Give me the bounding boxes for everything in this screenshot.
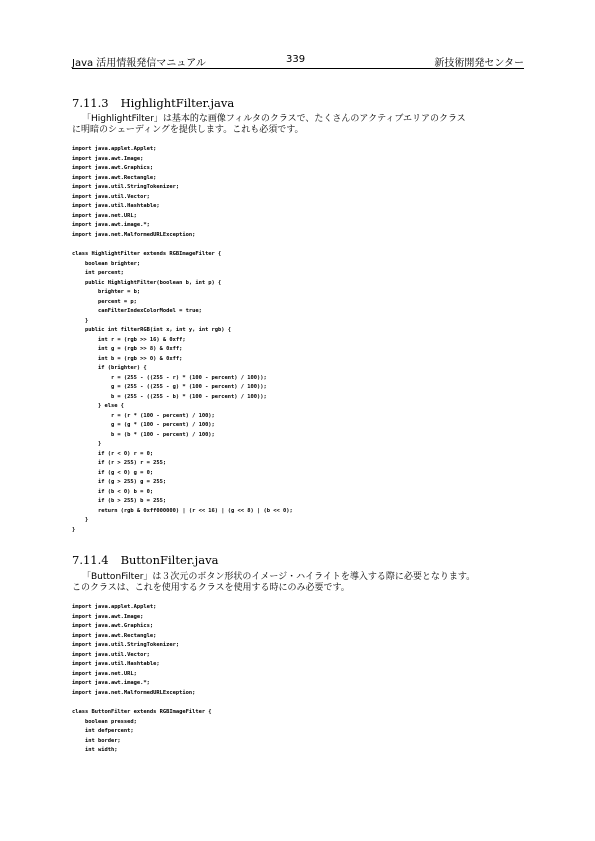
code-line: import java.awt.Graphics; bbox=[72, 165, 154, 171]
code-line: } bbox=[72, 526, 76, 533]
section-number: 7.11.4 bbox=[72, 553, 109, 567]
code-line: if (r < 0) r = 0; bbox=[72, 450, 154, 457]
code-line: import java.util.Vector; bbox=[72, 193, 150, 200]
code-line: import java.util.StringTokenizer; bbox=[72, 184, 180, 190]
section-title: HighlightFilter.java bbox=[120, 96, 235, 110]
section-title: ButtonFilter.java bbox=[120, 553, 219, 567]
code-line: public HighlightFilter(boolean b, int p) { bbox=[72, 279, 222, 286]
paragraph-line: に明暗のシェーディングを提供します。これも必須です。 bbox=[72, 125, 304, 135]
section-heading-highlightfilter bbox=[72, 96, 234, 110]
code-line: import java.net.MalformedURLException; bbox=[72, 689, 196, 696]
section-description-buttonfilter bbox=[72, 572, 524, 594]
code-block-class-buttonfilter bbox=[72, 708, 212, 756]
code-line: if (g < 0) g = 0; bbox=[72, 469, 154, 476]
code-line: class HighlightFilter extends RGBImageFilter { bbox=[72, 251, 222, 257]
code-line: g = (255 - ((255 - g) * (100 - percent) / 100)); bbox=[72, 384, 267, 390]
code-line: brighter = b; bbox=[72, 289, 141, 295]
code-line: if (b < 0) b = 0; bbox=[72, 488, 154, 495]
code-line: if (brighter) { bbox=[72, 365, 147, 371]
code-line: import java.awt.Image; bbox=[72, 155, 144, 162]
header-organization: 新技術開発センター bbox=[434, 58, 524, 69]
page-header bbox=[72, 52, 524, 69]
code-line: boolean brighter; bbox=[72, 260, 141, 267]
code-line: int percent; bbox=[72, 270, 124, 276]
paragraph-line: このクラスは、これを使用するクラスを使用する時にのみ必要です。 bbox=[72, 583, 350, 593]
code-line: b = (255 - ((255 - b) * (100 - percent) / 100)); bbox=[72, 393, 267, 400]
code-line: import java.util.StringTokenizer; bbox=[72, 642, 180, 648]
code-line: import java.net.MalformedURLException; bbox=[72, 231, 196, 238]
code-line: int r = (rgb >> 16) & 0xff; bbox=[72, 336, 186, 343]
header-manual-title: Java 活用情報発信マニュアル bbox=[72, 58, 206, 69]
section-number: 7.11.3 bbox=[72, 96, 109, 110]
code-line: import java.awt.Rectangle; bbox=[72, 174, 157, 181]
code-line: import java.awt.Graphics; bbox=[72, 623, 154, 629]
code-line: import java.net.URL; bbox=[72, 670, 137, 677]
code-line: int defpercent; bbox=[72, 728, 134, 734]
section-heading-buttonfilter bbox=[72, 553, 218, 567]
code-line: if (r > 255) r = 255; bbox=[72, 460, 167, 466]
code-line: boolean pressed; bbox=[72, 718, 137, 725]
code-line: int width; bbox=[72, 747, 118, 753]
code-block-class-highlightfilter bbox=[72, 250, 293, 535]
code-line: return (rgb & 0xff000000) | (r << 16) | (g << 8) | (b << 0); bbox=[72, 507, 293, 514]
code-line: import java.util.Hashtable; bbox=[72, 203, 160, 209]
code-line: r = (255 - ((255 - r) * (100 - percent) / 100)); bbox=[72, 374, 267, 381]
code-line: import java.applet.Applet; bbox=[72, 604, 157, 610]
code-line: import java.net.URL; bbox=[72, 212, 137, 219]
code-line: } bbox=[72, 517, 89, 523]
code-line: canFilterIndexColorModel = true; bbox=[72, 308, 202, 314]
paragraph-line: 「ButtonFilter」は３次元のボタン形状のイメージ・ハイライトを導入する際に必要となります。 bbox=[82, 572, 476, 582]
paragraph-line: 「HighlightFilter」は基本的な画像フィルタのクラスで、たくさんのアクティブエリアのクラス bbox=[82, 114, 466, 124]
code-line: if (g > 255) g = 255; bbox=[72, 479, 167, 485]
code-line: percent = p; bbox=[72, 298, 137, 305]
code-line: import java.awt.image.*; bbox=[72, 680, 150, 686]
code-line: r = (r * (100 - percent) / 100); bbox=[72, 412, 215, 419]
code-block-imports-1 bbox=[72, 145, 195, 240]
code-line: b = (b * (100 - percent) / 100); bbox=[72, 431, 215, 438]
header-page-number: 339 bbox=[286, 54, 306, 65]
code-line: } bbox=[72, 441, 102, 447]
code-line: import java.applet.Applet; bbox=[72, 146, 157, 152]
code-line: int g = (rgb >> 8) & 0xff; bbox=[72, 346, 183, 352]
code-line: } bbox=[72, 317, 89, 324]
code-block-imports-2 bbox=[72, 603, 195, 698]
code-line: import java.awt.Image; bbox=[72, 613, 144, 620]
code-line: public int filterRGB(int x, int y, int rgb) { bbox=[72, 327, 232, 333]
code-line: int b = (rgb >> 0) & 0xff; bbox=[72, 355, 183, 362]
code-line: import java.util.Vector; bbox=[72, 651, 150, 658]
code-line: import java.awt.image.*; bbox=[72, 222, 150, 228]
code-line: import java.util.Hashtable; bbox=[72, 661, 160, 667]
code-line: int border; bbox=[72, 737, 121, 744]
code-line: g = (g * (100 - percent) / 100); bbox=[72, 422, 215, 428]
code-line: class ButtonFilter extends RGBImageFilter { bbox=[72, 709, 212, 715]
code-line: if (b > 255) b = 255; bbox=[72, 498, 167, 504]
section-description-highlightfilter bbox=[72, 114, 524, 136]
code-line: import java.awt.Rectangle; bbox=[72, 632, 157, 639]
code-line: } else { bbox=[72, 403, 124, 409]
